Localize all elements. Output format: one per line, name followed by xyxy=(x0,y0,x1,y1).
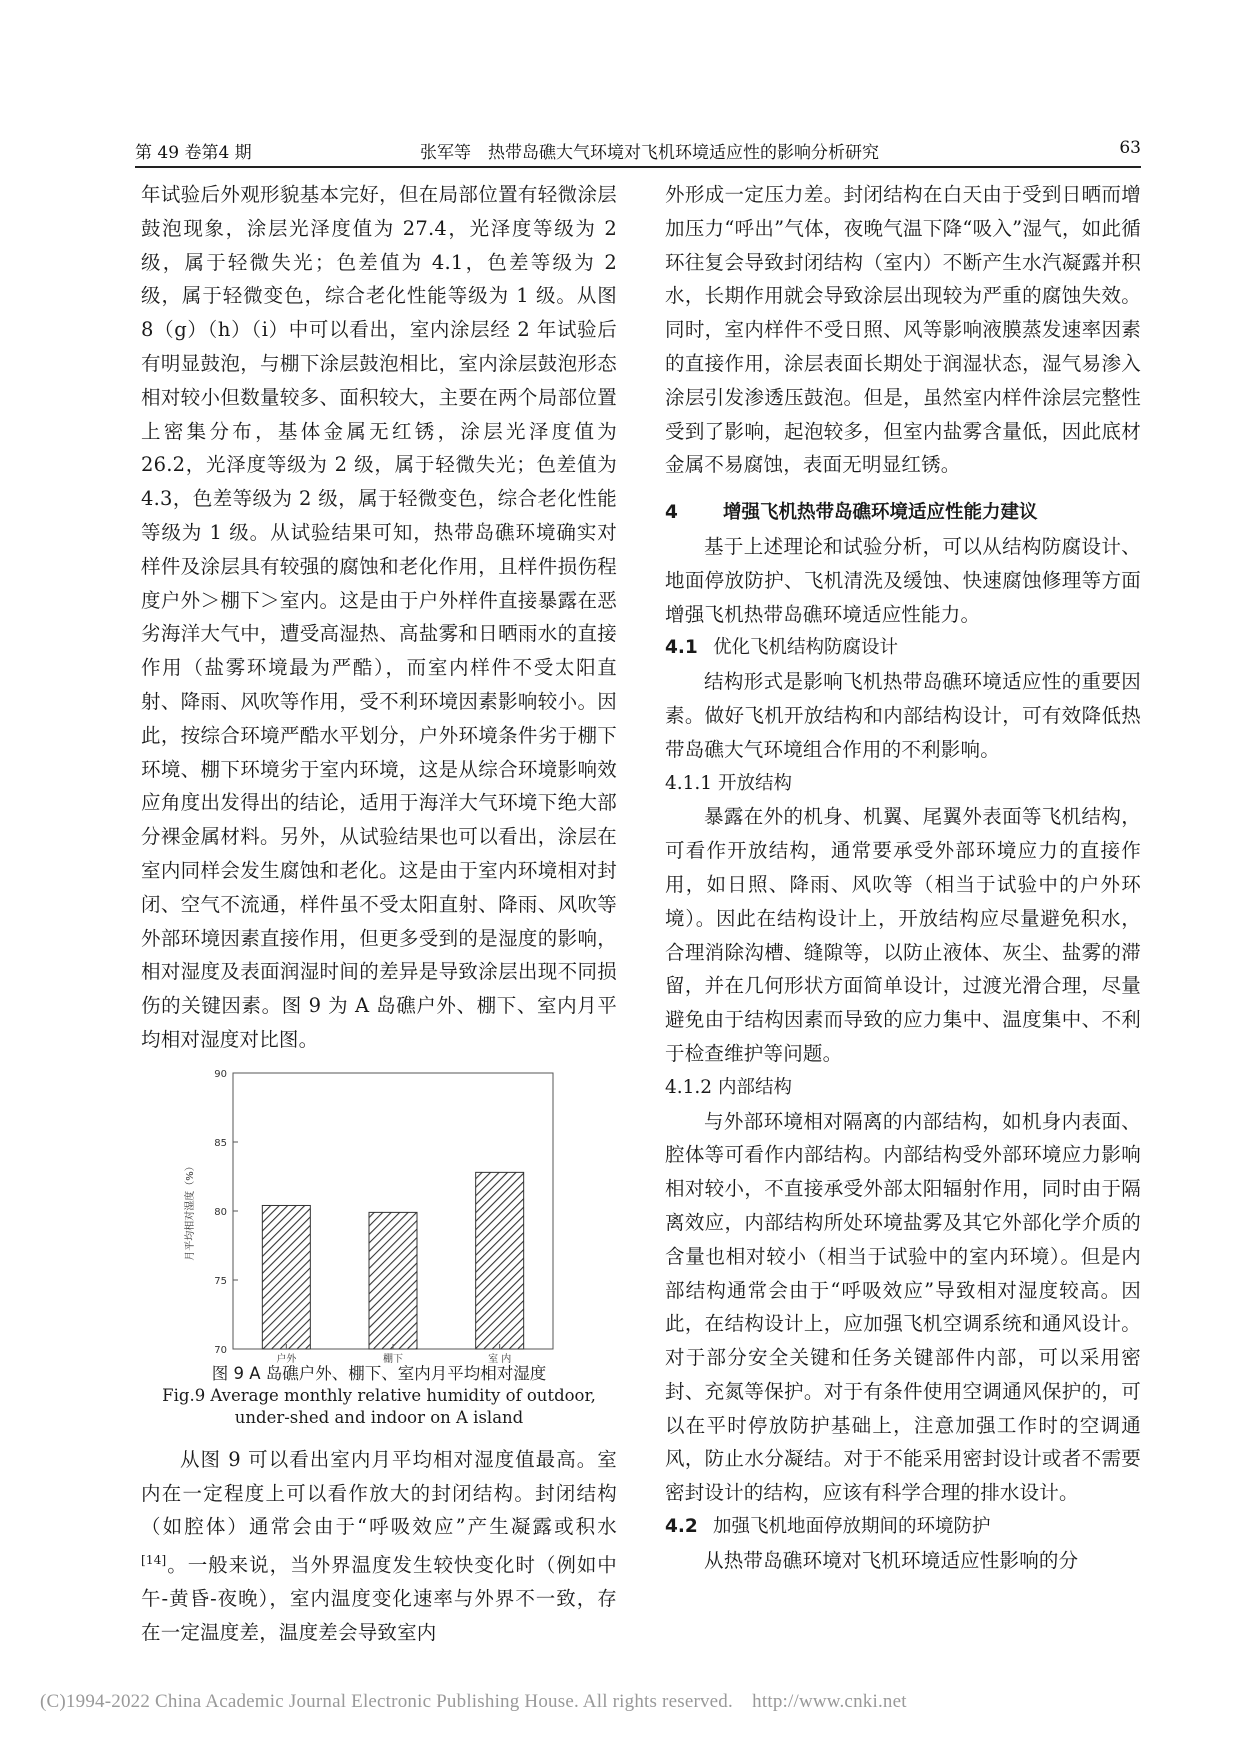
paragraph: 基于上述理论和试验分析，可以从结构防腐设计、地面停放防护、飞机清洗及缓蚀、快速腐蚀修理等方面增强飞机热带岛礁环境适应性能力。 xyxy=(665,534,1141,626)
running-title: 张军等 热带岛礁大气环境对飞机环境适应性的影响分析研究 xyxy=(420,143,879,163)
section-title: 优化飞机结构防腐设计 xyxy=(713,637,899,659)
paragraph: 从热带岛礁环境对飞机环境适应性影响的分 xyxy=(704,1548,1079,1572)
section-title: 增强飞机热带岛礁环境适应性能力建议 xyxy=(723,502,1038,524)
page-number: 63 xyxy=(1119,138,1141,158)
paragraph: 结构形式是影响飞机热带岛礁环境适应性的重要因素。做好飞机开放结构和内部结构设计，可有效降低热带岛礁大气环境组合作用的不利影响。 xyxy=(665,670,1141,761)
bar xyxy=(262,1205,310,1349)
y-tick-label: 75 xyxy=(214,1275,227,1287)
bar xyxy=(369,1212,417,1349)
figure-caption-en-line2: under-shed and indoor on A island xyxy=(234,1407,524,1427)
paragraph: 暴露在外的机身、机翼、尾翼外表面等飞机结构，可看作开放结构，通常要承受外部环境应力的直接作用，如日照、降雨、风吹等（相当于试验中的户外环境）。因此在结构设计上，开放结构应尽量避免积水，合理消除沟槽、缝隙等，以防止液体、灰尘、盐雾的滞留，并在几何形状方面简单设计，过渡光滑合理，尽量避免由于结构因素而导致的应力集中、温度集中、不利于检查维护等问题。 xyxy=(665,805,1141,1065)
section-number: 4 xyxy=(665,502,678,524)
copyright-footer: (C)1994-2022 China Academic Journal Electronic Publishing House. All rights reserved. http://www.cnki.net xyxy=(40,1691,907,1712)
right-column xyxy=(665,178,1141,1578)
bar xyxy=(476,1172,524,1349)
section-number: 4.1 xyxy=(665,637,698,659)
paragraph xyxy=(141,1443,617,1650)
section-number: 4.2 xyxy=(665,1516,698,1538)
header-rule xyxy=(135,166,1141,168)
y-axis-label: 月平均相对湿度（%） xyxy=(185,1160,196,1261)
section-heading-4-1 xyxy=(665,631,1141,665)
section-heading-4 xyxy=(665,496,1141,530)
section-heading-4-2 xyxy=(665,1510,1141,1544)
paragraph-text: 。一般来说，当外界温度发生较快变化时（例如中午-黄昏-夜晚），室内温度变化速率与外界不一致，存在一定温度差，温度差会导致室内 xyxy=(141,1553,617,1645)
y-tick-label: 85 xyxy=(214,1137,227,1149)
figure-caption-cn: 图 9 A 岛礁户外、棚下、室内月平均相对湿度 xyxy=(211,1363,547,1383)
citation-ref[interactable]: [14] xyxy=(141,1553,167,1568)
running-header xyxy=(135,136,1141,164)
figure-caption-en-line1: Fig.9 Average monthly relative humidity of outdoor, xyxy=(162,1385,596,1405)
paragraph: 年试验后外观形貌基本完好，但在局部位置有轻微涂层鼓泡现象，涂层光泽度值为 27.4，光泽度等级为 2 级，属于轻微失光；色差值为 4.1，色差等级为 2 级，属于轻微变色，综合老化性能等级为 1 级。从图 8（g）（h）（i）中可以看出，室内涂层经 2 年试验后有明显鼓泡，与棚下涂层鼓泡相比，室内涂层鼓泡形态相对较小但数量较多、面积较大，主要在两个局部位置上密集分布，基体金属无红锈，涂层光泽度值为 26.2，光泽度等级为 2 级，属于轻微失光；色差值为 4.3，色差等级为 2 级，属于轻微变色，综合老化性能等级为 1 级。从试验结果可知，热带岛礁环境确实对样件及涂层具有较强的腐蚀和老化作用，且样件损伤程度户外＞棚下＞室内。这是由于户外样件直接暴露在恶劣海洋大气中，遭受高湿热、高盐雾和日晒雨水的直接作用（盐雾环境最为严酷），而室内样件不受太阳直射、降雨、风吹等作用，受不利环境因素影响较小。因此，按综合环境严酷水平划分，户外环境条件劣于棚下环境、棚下环境劣于室内环境，这是从综合环境影响效应角度出发得出的结论，适用于海洋大气环境下绝大部分裸金属材料。另外，从试验结果也可以看出，涂层在室内同样会发生腐蚀和老化。这是由于室内环境相对封闭、空气不流通，样件虽不受太阳直射、降雨、风吹等外部环境因素直接作用，但更多受到的是湿度的影响，相对湿度及表面润湿时间的差异是导致涂层出现不同损伤的关键因素。图 9 为 A 岛礁户外、棚下、室内月平均相对湿度对比图。 xyxy=(141,183,617,1051)
humidity-bar-chart xyxy=(141,1063,617,1363)
paragraph-text: 从图 9 可以看出室内月平均相对湿度值最高。室内在一定程度上可以看作放大的封闭结构。封闭结构（如腔体）通常会由于“呼吸效应”产生凝露或积水 xyxy=(141,1447,617,1539)
figure-9 xyxy=(141,1063,617,1363)
section-title: 加强飞机地面停放期间的环境防护 xyxy=(713,1516,991,1538)
y-tick-label: 90 xyxy=(214,1068,227,1080)
paragraph: 外形成一定压力差。封闭结构在白天由于受到日晒而增加压力“呼出”气体，夜晚气温下降“吸入”湿气，如此循环往复会导致封闭结构（室内）不断产生水汽凝露并积水，长期作用就会导致涂层出现较为严重的腐蚀失效。同时，室内样件不受日照、风等影响液膜蒸发速率因素的直接作用，涂层表面长期处于润湿状态，湿气易渗入涂层引发渗透压鼓泡。但是，虽然室内样件涂层完整性受到了影响，起泡较多，但室内盐雾含量低，因此底材金属不易腐蚀，表面无明显红锈。 xyxy=(665,183,1141,477)
x-tick-label: 棚下 xyxy=(383,1353,403,1363)
left-column xyxy=(141,178,617,1650)
paragraph: 与外部环境相对隔离的内部结构，如机身内表面、腔体等可看作内部结构。内部结构受外部环境应力影响相对较小，不直接承受外部太阳辐射作用，同时由于隔离效应，内部结构所处环境盐雾及其它外部化学介质的含量也相对较小（相当于试验中的室内环境）。但是内部结构通常会由于“呼吸效应”导致相对湿度较高。因此，在结构设计上，应加强飞机空调系统和通风设计。对于部分安全关键和任务关键部件内部，可以采用密封、充氮等保护。对于有条件使用空调通风保护的，可以在平时停放防护基础上，注意加强工作时的空调通风，防止水分凝结。对于不能采用密封设计或者不需要密封设计的结构，应该有科学合理的排水设计。 xyxy=(665,1109,1141,1505)
y-tick-label: 70 xyxy=(214,1344,227,1356)
x-tick-label: 室 内 xyxy=(488,1353,512,1363)
y-tick-label: 80 xyxy=(214,1206,227,1218)
x-tick-label: 户外 xyxy=(276,1353,297,1363)
journal-volume: 第 49 卷第4 期 xyxy=(135,143,252,163)
section-heading-4-1-2: 4.1.2 内部结构 xyxy=(665,1076,792,1098)
section-heading-4-1-1: 4.1.1 开放结构 xyxy=(665,772,792,794)
